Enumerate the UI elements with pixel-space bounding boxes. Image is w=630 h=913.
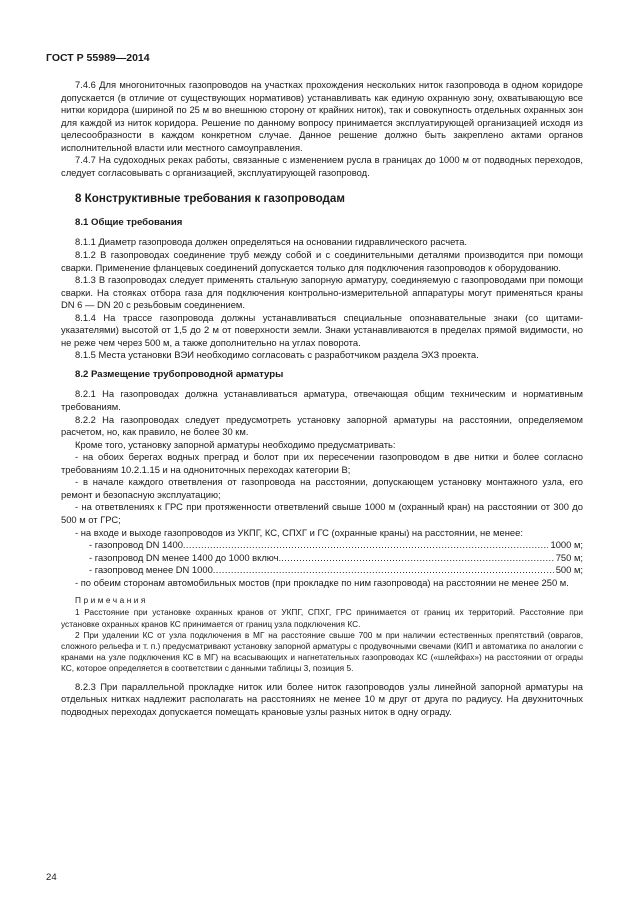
notes-block xyxy=(61,595,583,674)
distance-row xyxy=(61,539,583,552)
paragraph-8-2-3: 8.2.3 При параллельной прокладке ниток или более ниток газопроводов узлы линейной запорной арматуры на отдельных нитках надлежит располагать на расстояниях не менее 10 м друг от друга по радиусу. На двухниточных подводных переходах допускается помещать крановые узлы разных ниток в одну ограду. xyxy=(61,680,583,717)
dot-leader xyxy=(213,564,554,577)
distance-label: - газопровод DN 1400 xyxy=(89,539,183,551)
notes-title: Примечания xyxy=(75,595,148,606)
paragraph-7-4-7: 7.4.7 На судоходных реках работы, связанные с изменением русла в границах до 1000 м от подводных переходов, следует согласовывать с организацией, эксплуатирующей газопровод. xyxy=(61,154,583,178)
distance-row xyxy=(61,552,583,565)
subsection-heading-8-2: 8.2 Размещение трубопроводной арматуры xyxy=(75,368,284,380)
dot-leader xyxy=(281,552,554,565)
paragraph-intro-list: Кроме того, установку запорной арматуры необходимо предусматривать: xyxy=(75,438,396,450)
note-item: 2 При удалении КС от узла подключения в МГ на расстояние свыше 700 м при наличии естественных препятствий (оврагов, сложного рельефа и т. п.) предусматривают установку запорной арматуры с продувочными свечами (КИП и автоматика по аналогии с кранами на узле подключения КС в МГ) на всасывающих и нагнетательных газопроводах КС («шлейфах») на расстоянии от ограды КС, которое определяется в соответствии с данными таблицы 3, позиция 5. xyxy=(61,629,583,674)
subsection-heading-8-1: 8.1 Общие требования xyxy=(75,216,183,228)
distance-value: 750 м; xyxy=(555,551,583,563)
paragraph-8-1-5: 8.1.5 Места установки ВЭИ необходимо согласовать с разработчиком раздела ЭХЗ проекта. xyxy=(75,349,479,361)
list-item: - на входе и выходе газопроводов из УКПГ, КС, СПХГ и ГС (охранные краны) на расстоянии, не менее: xyxy=(75,526,523,538)
distance-label: - газопровод менее DN 1000 xyxy=(89,564,213,576)
list-item: - в начале каждого ответвления от газопровода на расстоянии, допускающем установку монтажного узла, его ремонт и безопасную эксплуатацию; xyxy=(61,476,583,500)
document-body xyxy=(61,79,583,718)
page-number: 24 xyxy=(46,872,57,883)
section-heading-8: 8 Конструктивные требования к газопроводам xyxy=(75,192,345,206)
distance-row xyxy=(61,564,583,577)
document-header: ГОСТ Р 55989—2014 xyxy=(46,52,150,64)
distance-value: 500 м; xyxy=(555,564,583,576)
paragraph-8-2-1: 8.2.1 На газопроводах должна устанавливаться арматура, отвечающая общим техническим и нормативным требованиям. xyxy=(61,388,583,413)
paragraph-8-1-4: 8.1.4 На трассе газопровода должны устанавливаться специальные опознавательные знаки (со щитами-указателями) высотой от 1,5 до 2 м от поверхности земли. Знаки устанавливаются в пределах прямой видимости, но не реже чем через 500 м, а также дополнительно на углах поворота. xyxy=(61,311,583,348)
list-item: - на ответвлениях к ГРС при протяженности ответвлений свыше 1000 м (охранный кран) на расстоянии от 300 до 500 м от ГРС; xyxy=(61,501,583,525)
distance-label: - газопровод DN менее 1400 до 1000 включ. xyxy=(89,551,282,563)
list-item: - по обеим сторонам автомобильных мостов (при прокладке по ним газопровода) на расстоянии не менее 250 м. xyxy=(75,576,569,588)
paragraph-8-2-2: 8.2.2 На газопроводах следует предусмотреть установку запорной арматуры на расстоянии, определяемом расчетом, но, как правило, не более 30 км. xyxy=(61,413,583,438)
dot-leader xyxy=(183,539,549,552)
paragraph-7-4-6: 7.4.6 Для многониточных газопроводов на участках прохождения нескольких ниток газопровода в одном коридоре допускается (в отличие от существующих нормативов) устанавливать как единую охранную зону, охватывающую все нитки коридора (шириной по 25 м во внешнюю сторону от крайних ниток), так и совокупность отдельных охранных зон для каждой из ниток коридора. Решение по данному вопросу принимается эксплуатирующей организацией исходя из целесообразности в каждом конкретном случае. Данное решение должно быть закреплено актами органов исполнительной власти или местного самоуправления. xyxy=(61,79,583,153)
list-item: - на обоих берегах водных преград и болот при их пересечении газопроводом в две нитки и более согласно требованиям 10.2.1.15 и на однониточных переходах категории В; xyxy=(61,451,583,475)
note-item: 1 Расстояние при установке охранных кранов от УКПГ, СПХГ, ГРС принимается от границ их территорий. Расстояние при установке охранных кранов КС принимается от границ узла подключения КС. xyxy=(61,607,583,629)
paragraph-8-1-2: 8.1.2 В газопроводах соединение труб между собой и с соединительными деталями производится при помощи сварки. Применение фланцевых соединений допускается только для подключения газопроводов к оборудованию. xyxy=(61,249,583,273)
paragraph-8-1-3: 8.1.3 В газопроводах следует применять стальную запорную арматуру, соединяемую с газопроводами при помощи сварки. На стояках отбора газа для подключения контрольно-измерительной аппаратуры могут применяться краны DN 6 — DN 20 с резьбовым соединением. xyxy=(61,274,583,311)
paragraph-8-1-1: 8.1.1 Диаметр газопровода должен определяться на основании гидравлического расчета. xyxy=(75,236,468,248)
distance-value: 1000 м; xyxy=(550,539,583,551)
